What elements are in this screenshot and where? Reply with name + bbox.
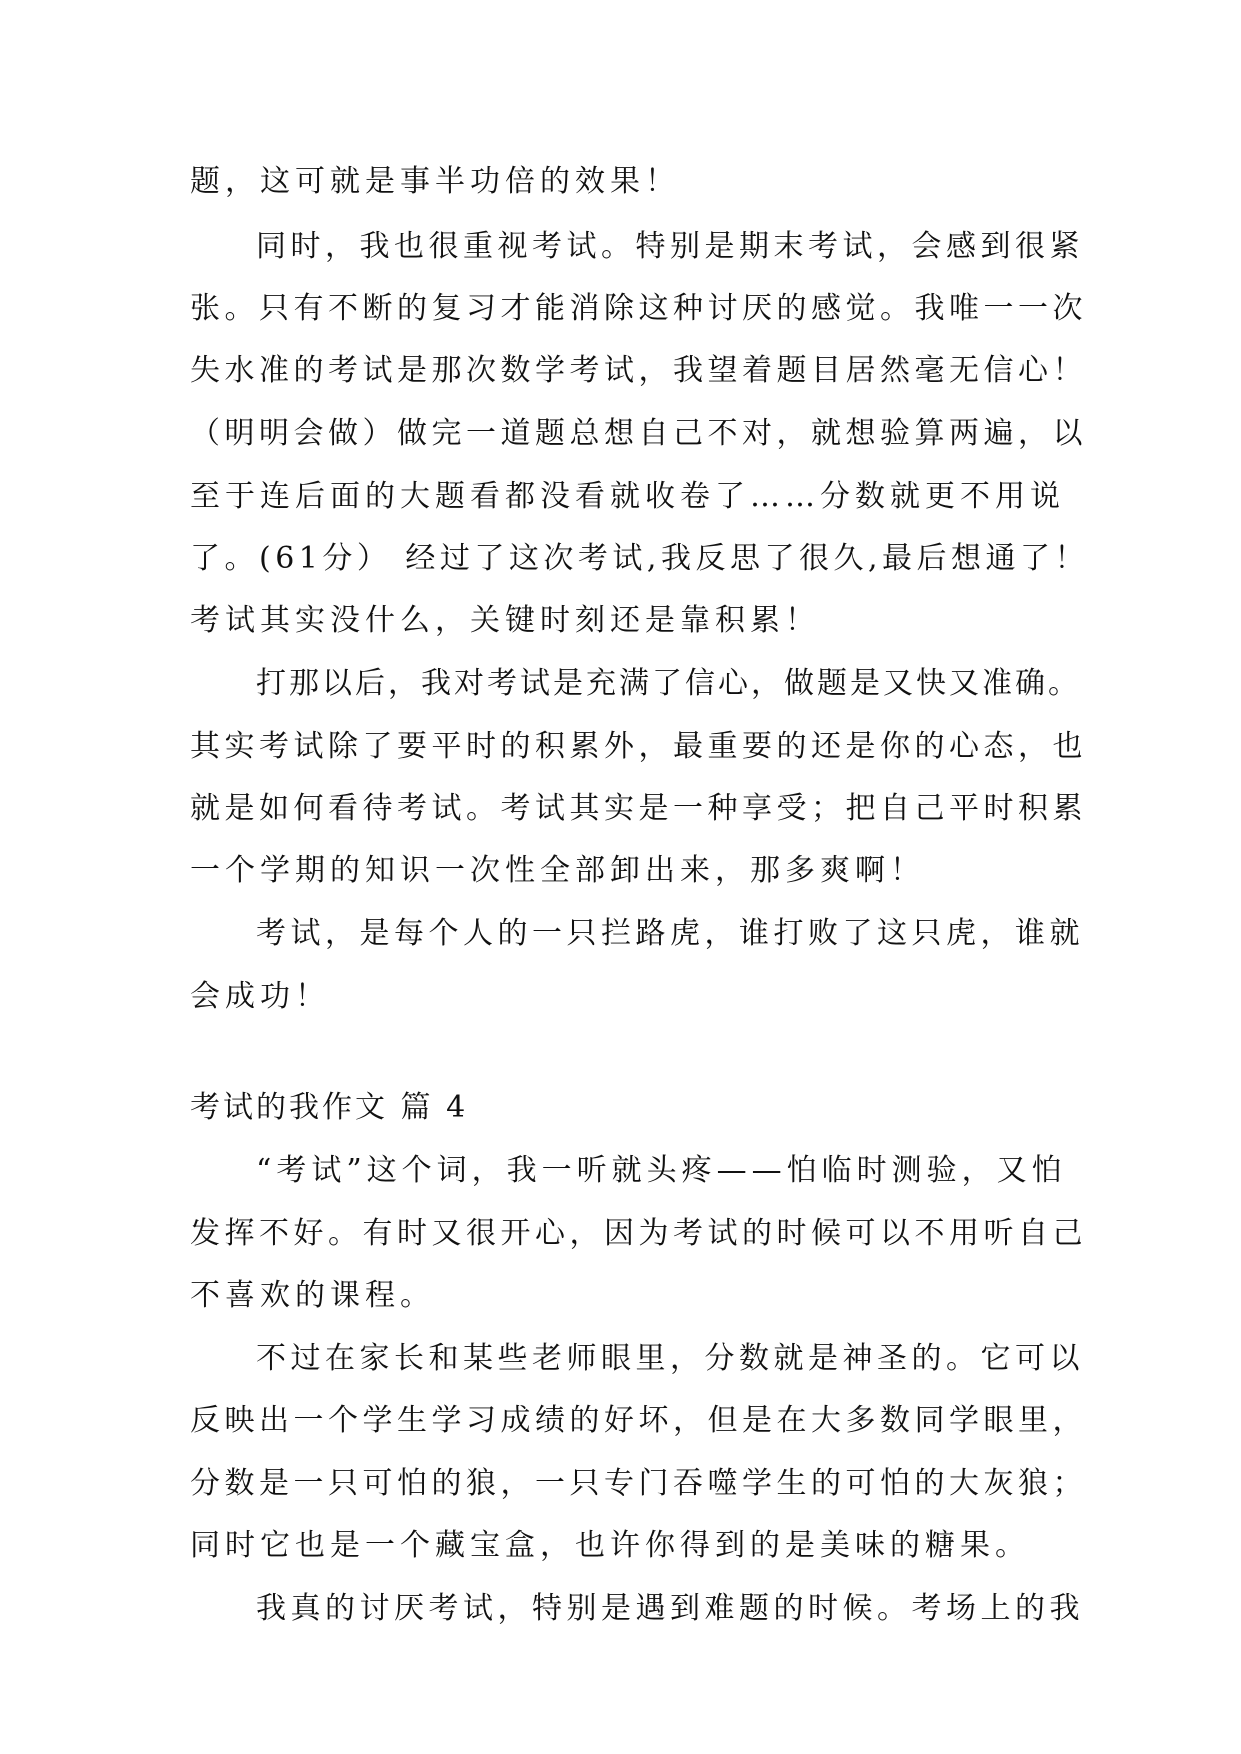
paragraph-start-line: 同时，我也很重视考试。特别是期末考试，会感到很紧 [256, 229, 1084, 264]
text-line: 同时它也是一个藏宝盒，也许你得到的是美味的糖果。 [190, 1528, 1030, 1563]
paragraph-start-line: 不过在家长和某些老师眼里，分数就是神圣的。它可以 [256, 1341, 1084, 1376]
text-line: 分数是一只可怕的狼，一只专门吞噬学生的可怕的大灰狼； [190, 1466, 1087, 1501]
section-heading: 考试的我作文 篇 4 [190, 1090, 469, 1125]
paragraph-start-line: 考试，是每个人的一只拦路虎，谁打败了这只虎，谁就 [256, 916, 1084, 951]
text-line: 一个学期的知识一次性全部卸出来，那多爽啊！ [190, 853, 925, 888]
paragraph-start-line: 打那以后，我对考试是充满了信心，做题是又快又准确。 [256, 666, 1081, 701]
text-line: 会成功！ [190, 979, 330, 1014]
text-line: 发挥不好。有时又很开心，因为考试的时候可以不用听自己 [190, 1216, 1087, 1251]
text-line: 其实考试除了要平时的积累外，最重要的还是你的心态，也 [190, 729, 1087, 764]
text-line: 就是如何看待考试。考试其实是一种享受；把自己平时积累 [190, 791, 1087, 826]
text-line: 反映出一个学生学习成绩的好坏，但是在大多数同学眼里， [190, 1403, 1087, 1438]
text-line: （明明会做）做完一道题总想自己不对，就想验算两遍，以 [190, 416, 1087, 451]
text-line: 题，这可就是事半功倍的效果！ [190, 164, 680, 199]
paragraph-start-line: 我真的讨厌考试，特别是遇到难题的时候。考场上的我 [256, 1591, 1084, 1626]
text-line: 张。只有不断的复习才能消除这种讨厌的感觉。我唯一一次 [190, 291, 1087, 326]
text-line: 至于连后面的大题看都没看就收卷了……分数就更不用说 [190, 479, 1065, 514]
text-line: 不喜欢的课程。 [190, 1278, 435, 1313]
paragraph-start-line: “考试”这个词，我一听就头疼——怕临时测验，又怕 [256, 1153, 1067, 1188]
text-line: 失水准的考试是那次数学考试，我望着题目居然毫无信心！ [190, 353, 1087, 388]
text-line: 了。(61分） 经过了这次考试,我反思了很久,最后想通了！ [190, 541, 1089, 576]
text-line: 考试其实没什么，关键时刻还是靠积累！ [190, 603, 820, 638]
